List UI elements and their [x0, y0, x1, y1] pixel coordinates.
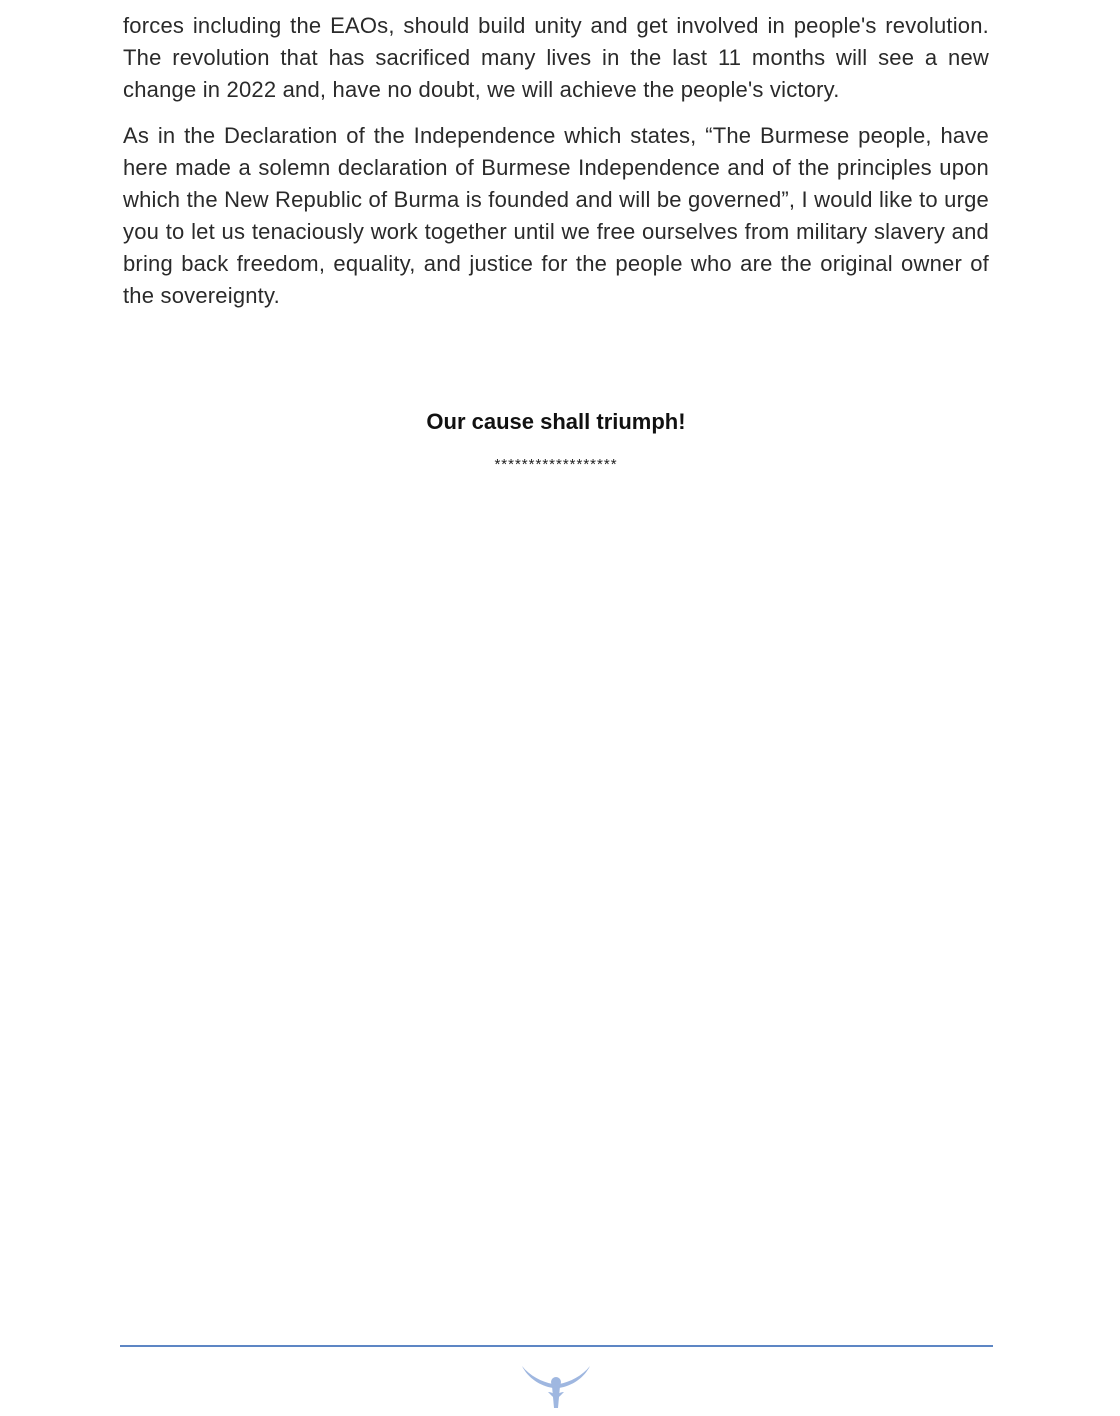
- paragraph-2: As in the Declaration of the Independence which states, “The Burmese people, have here made a solemn declaration of Burmese Independence and of the principles upon which the New Republic of Burma is founded and will be governed”, I would like to urge you to let us tenaciously work together until we free ourselves from military slavery and bring back freedom, equality, and justice for the people who are the original owner of the sovereignty.: [123, 123, 989, 308]
- paragraph-1: forces including the EAOs, should build unity and get involved in people's revolution. The revolution that has sacrificed many lives in the last 11 months will see a new change in 2022 and, have no doubt, we will achieve the people's victory.: [123, 13, 989, 102]
- asterisk-separator: ******************: [494, 456, 618, 473]
- footer-rule: [120, 1345, 993, 1347]
- body-text: [123, 10, 989, 312]
- bird-emblem-icon: [520, 1362, 592, 1410]
- closing-slogan: Our cause shall triumph!: [426, 409, 686, 434]
